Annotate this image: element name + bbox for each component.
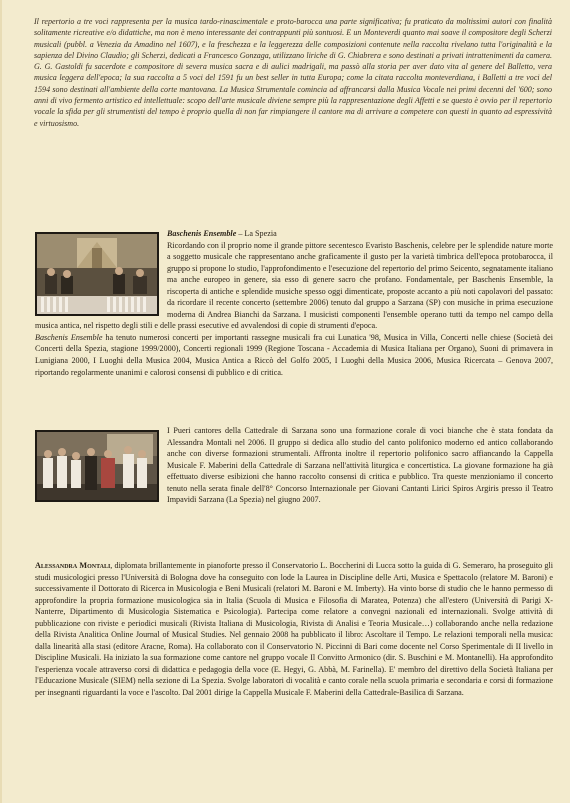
baschenis-paragraph-1: Ricordando con il proprio nome il grande pittore secentesco Evaristo Baschenis, celebre per le splendide nature morte a soggetto musicale che rappresentano anche graficamente il gusto per la varietà timbrica dell'epoca protobarocca, il gruppo si propone lo studio, l'approfondimento e l'esecuzione del repertorio del primo Seicento, segnatamente italiano ma anche europeo in genere, sia esso di genere sacro che profano. Fondamentale, per Baschenis Ensemble, la riscoperta di antiche e splendide musiche spesso oggi dimenticate, proposte accanto a più noti capolavori del passato: da ricordare il recente concerto (settembre 2006) tenuto dal gruppo a Sarzana (SP) con musiche in prima esecuzione moderna di Andrea Bianchi da Sarzana. I musicisti componenti l'ensemble operano tutti da tempo nel campo della musica antica, nel rispetto degli stili e delle prassi esecutive ed avvalendosi di copie di strumenti d'epoca. <box>35 240 553 331</box>
baschenis-ensemble-photo <box>35 232 159 316</box>
baschenis-paragraph-2: ha tenuto numerosi concerti per importanti rassegne musicali fra cui Lunatica '98, Musica in Villa, Concerti nelle chiese (Società dei Concerti della Spezia, stagione 1999/2000), Concerti regionali 1999 (Regione Toscana - Accademia di Musica Italiana per Organo), Suoni di primavera in Lunigiana 2000, I Luoghi della Musica 2004, Musica Antica a Riccò del Golfo 2005, I Luoghi della Musica 2006, Musica Ricercata – Genova 2007, riportando regolarmente unanimi e calorosi consensi di pubblico e di critica. <box>35 332 553 377</box>
baschenis-photo-image <box>37 234 157 314</box>
pueri-photo-image <box>37 432 157 500</box>
pueri-paragraph: I Pueri cantores della Cattedrale di Sarzana sono una formazione corale di voci bianche che è stata fondata da Alessandra Montali nel 2006. Il gruppo si dedica allo studio del canto polifonico moderno ed antico collaborando anche con diverse formazioni strumentali. Affronta inoltre il repertorio polifonico sacro affiancando la Cappella Musicale F. Maberini della Cattedrale di Sarzana nell'attività liturgica e concertistica. La giovane formazione ha già effettuato diverse esibizioni che hanno raccolto consensi di critica e pubblico. Tra queste menzioniamo il concerto tenuto nella serata finale dell'8° Concorso Internazionale per Giovani Cantanti Lirici Spiros Argiris presso il Teatro Impavidi Sarzana (La Spezia) nel giugno 2007. <box>167 426 553 505</box>
montali-name: Alessandra Montali <box>35 561 111 570</box>
montali-paragraph: , diplomata brillantemente in pianoforte presso il Conservatorio L. Boccherini di Lucca sotto la guida di G. Semeraro, ha proseguito gli studi musicologici presso l'Università di Bologna dove ha conseguito con lode la Laurea in Discipline delle Arti, Musica e Spettacolo (relatore M. Baroni) e successivamente il Dottorato di Ricerca in Musicologia e Beni Musicali (relatori M. Baroni e M. Imberty). Ha vinto borse di studio che le hanno permesso di approfondire la propria formazione musicologica sia in Italia (Scuola di Musica e Filosofia di Maratea, Potenza) che all'estero (Università di Parigi X- Nanterre, Dipartimento di Musicologia Sistematica e Psicologia). Partecipa come relatore a convegni nazionali ed internazionali. Svolge attività di pubblicazione con riviste e periodici musicali (Rivista Italiana di Musicologia, Rivista di Analisi e Teoria Musicale…) collaborando anche nella redazione della Rivista Analitica Online Journal of Musical Studies. Nel gennaio 2008 ha pubblicato il libro: Ascoltare il Tempo. Le relazioni temporali nella musica: dalla linearità alla stasi (editore Aracne, Roma). Ha collaborato con il Conservatorio N. Piccinni di Bari come docente nel Corso Sperimentale di II livello in Discipline Musicali. Ha iniziato la sua formazione come cantore nel gruppo vocale Il Convitto Armonico (dir. S. Buschini e M. Montanelli). Ha approfondito l'esperienza vocale attraverso corsi di didattica e pedagogia della voce (E. Hegyi, G. Abbà, M. Farinella). E' membro del direttivo della Società Italiana per l'Educazione Musicale (SIEM) nella sezione di La Spezia. Svolge laboratori di vocalità e canto corale nella scuola primaria e secondaria e corsi di formazione per insegnanti riguardanti la voce e l'ascolto. Dal 2001 dirige la Cappella Musicale F. Maberini della Cattedrale-Basilica di Sarzana. <box>35 561 553 698</box>
montali-section <box>35 560 553 699</box>
baschenis-heading-suffix: – La Spezia <box>236 229 277 238</box>
intro-paragraph: Il repertorio a tre voci rappresenta per la musica tardo-rinascimentale e proto-barocca una parte significativa; fu praticato da moltissimi autori con finalità solitamente ricreative e/o didattiche, ma non è meno interessante dei contrappunti più sontuosi. E un Monteverdi quanto mai soave il compositore degli Scherzi musicali (pubbl. a Venezia da Amadino nel 1607), e la freschezza e la leggerezza delle composizioni contenute nella raccolta rivelano tutta l'originalità e la sapienza del Divino Claudio; gli Scherzi, dedicati a Francesco Gonzaga, utilizzano liriche di G. Chiabrera e sono destinati a privati intrattenimenti da camera. G. G. Gastoldi fu sacerdote e compositore di severa musica sacra e di aulici madrigali, ma passò alla storia per aver dato vita al genere del Balletto, vera musica leggera dell'epoca; la sua raccolta a 5 voci del 1591 fu un best seller in tutta Europa; come la citata raccolta monteverdiana, i Balletti a tre voci del 1594 sono destinati all'ambiente della corte mantovana. La Musica Strumentale comincia ad affrancarsi dalla Musica Vocale nei primi decenni del '600; sono anni di vivo fermento artistico ed intellettuale: scopo dell'arte musicale diviene sempre più la rappresentazione degli Affetti e se questo è ovvio per il repertorio vocale la sfida per gli strumentisti del tempo è proprio quella di non far rimpiangere il cantore ma di arrivare a competere con questi in quanto ad espressività e virtuosismo. <box>34 17 552 128</box>
baschenis-paragraph-2-lead: Baschenis Ensemble <box>35 332 103 342</box>
baschenis-heading: Baschenis Ensemble <box>167 229 237 238</box>
pueri-cantores-photo <box>35 430 159 502</box>
